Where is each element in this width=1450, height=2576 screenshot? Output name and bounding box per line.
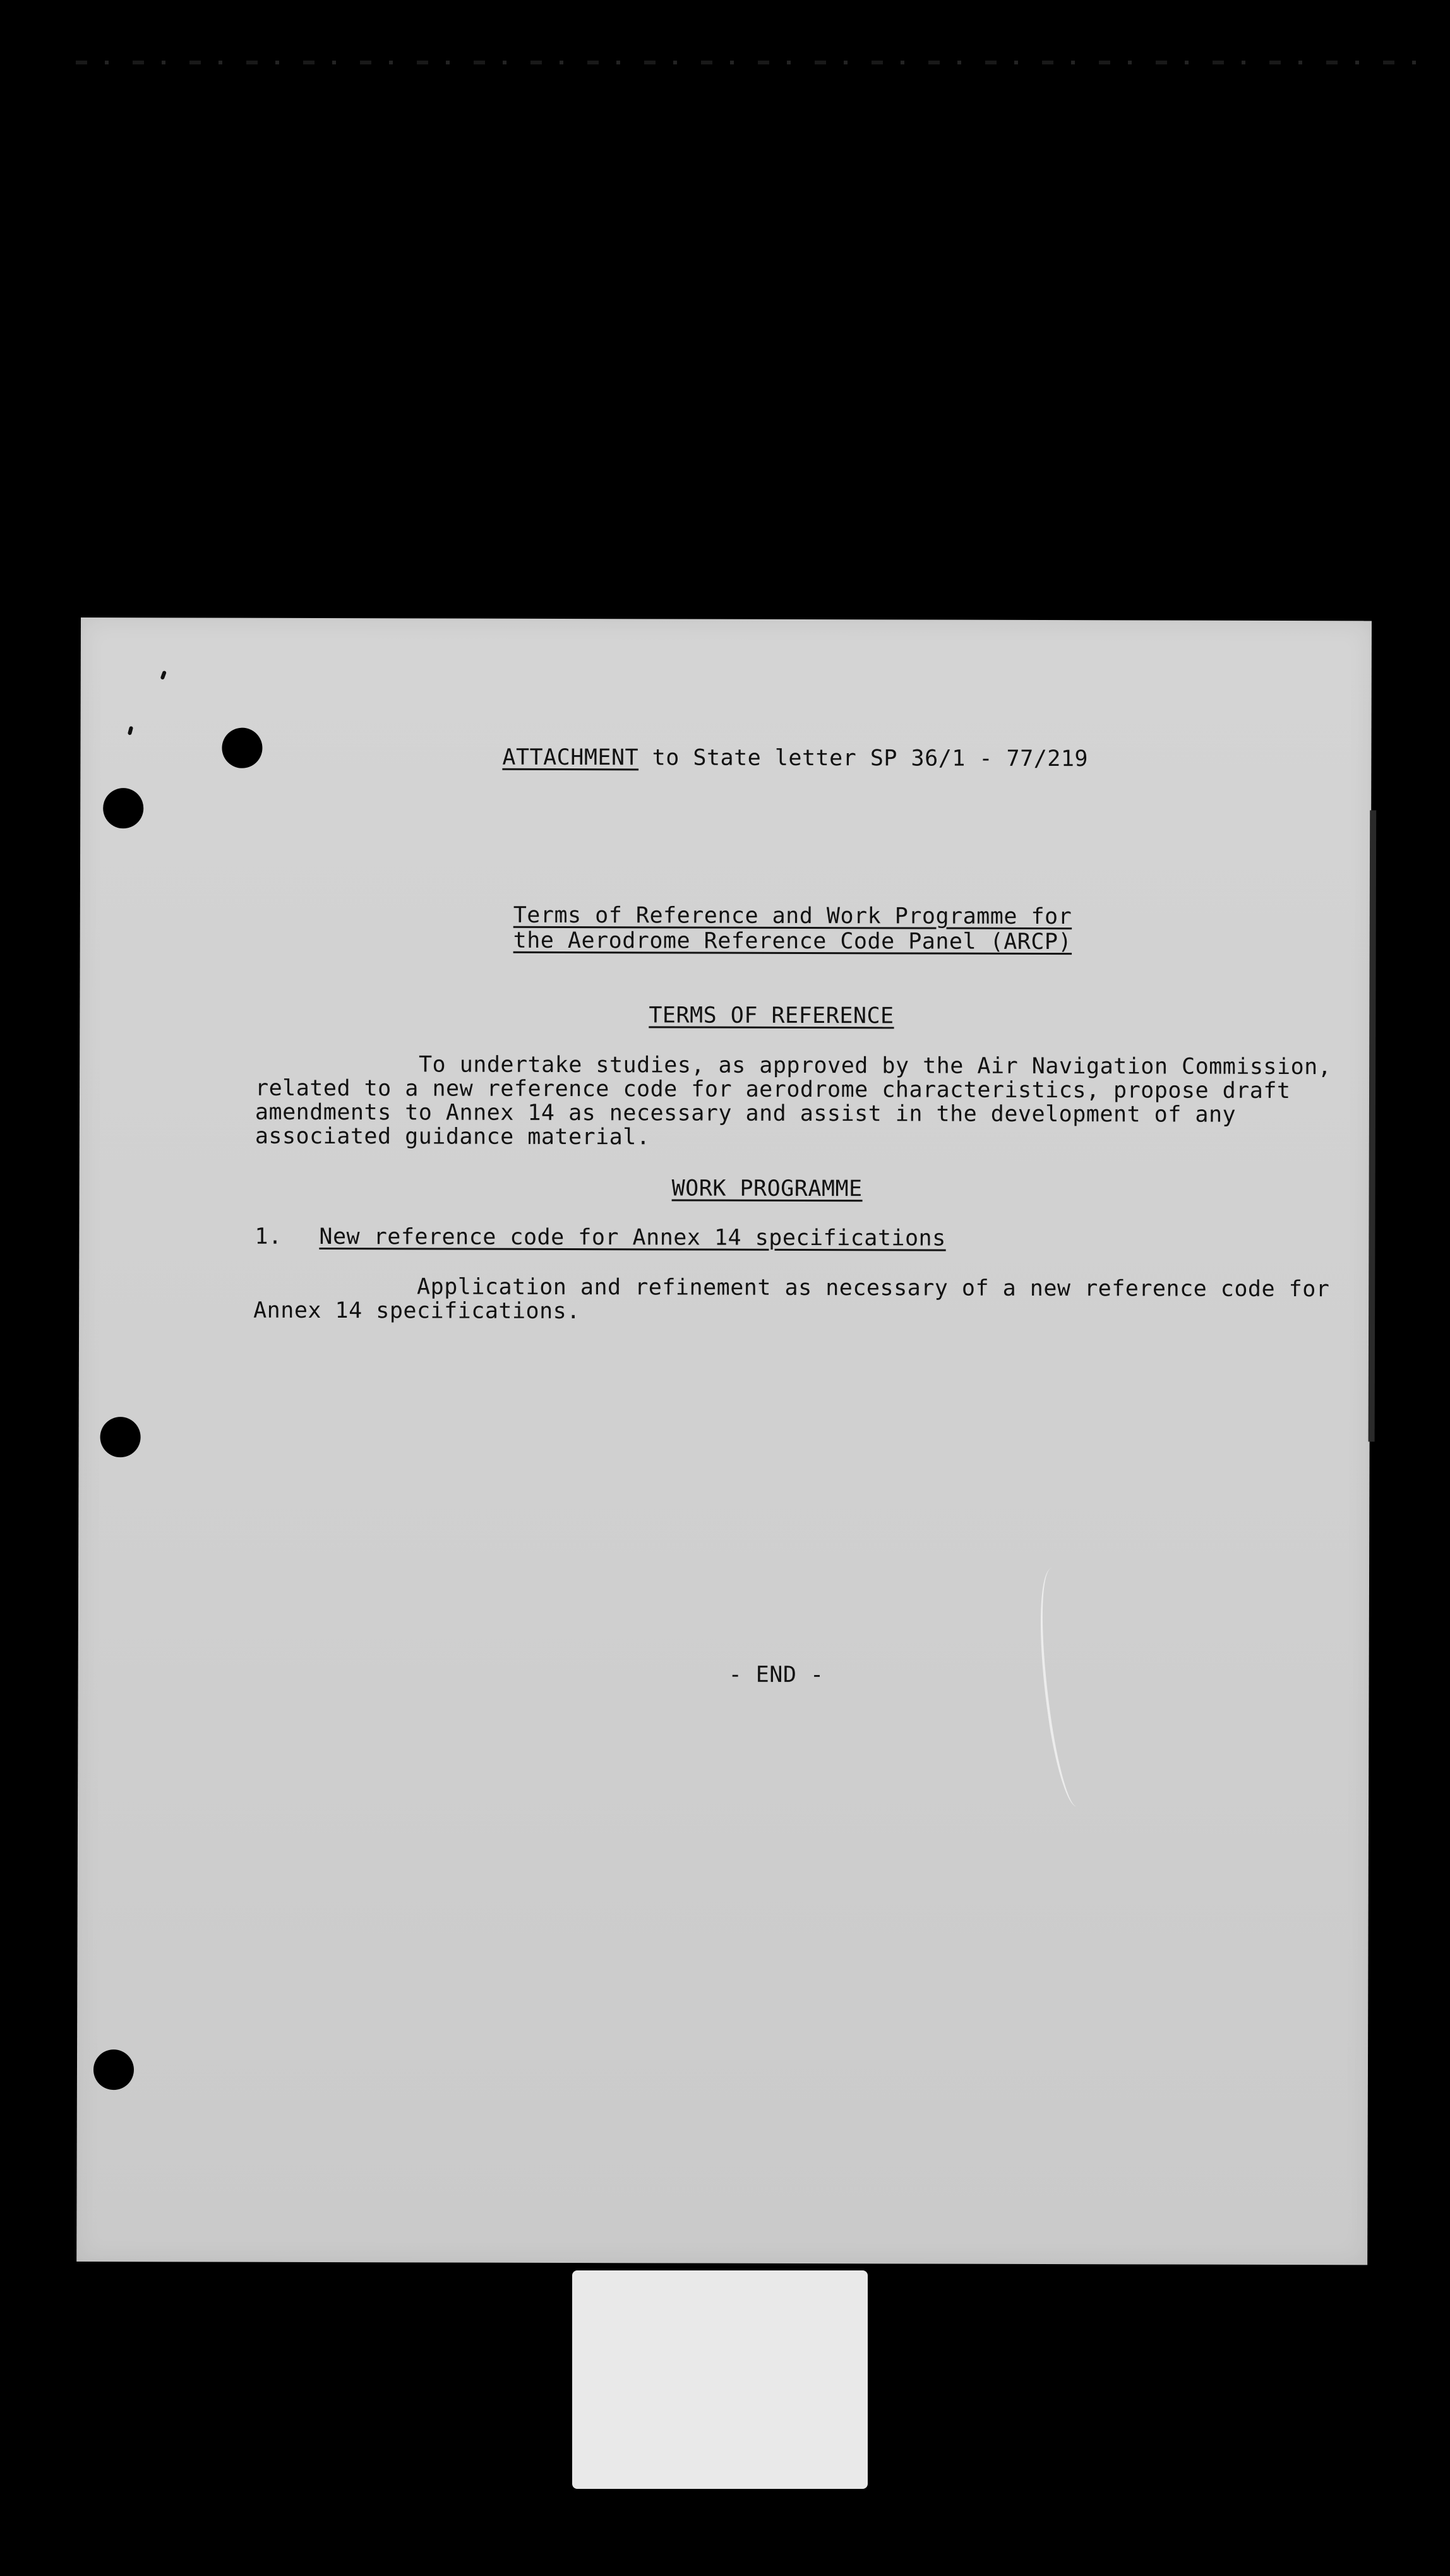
terms-line-1: To undertake studies, as approved by the Air Navigation Commission, [255, 1051, 1332, 1080]
state-letter-reference: to State letter SP 36/1 - 77/219 [638, 745, 1089, 772]
terms-of-reference-heading: TERMS OF REFERENCE [649, 1003, 894, 1029]
paper-crease [1028, 1565, 1101, 1808]
terms-line-3: amendments to Annex 14 as necessary and assist in the development of any [255, 1099, 1237, 1128]
page-edge-shadow [1369, 810, 1377, 1441]
document-title-line-2: the Aerodrome Reference Code Panel (ARCP) [513, 927, 1072, 955]
attachment-header [502, 745, 1088, 772]
punch-hole-1 [222, 728, 262, 768]
end-marker: - END - [728, 1662, 824, 1688]
punch-hole-3 [100, 1417, 141, 1457]
item-1-line-2: Annex 14 specifications. [253, 1297, 580, 1325]
document-page [76, 617, 1372, 2265]
blank-label-card [572, 2270, 868, 2489]
scan-artifact [76, 61, 1427, 64]
speck-2 [128, 726, 133, 736]
terms-of-reference-body [255, 1052, 1332, 1151]
punch-hole-2 [103, 788, 143, 828]
item-1-body [253, 1275, 1329, 1325]
attachment-label: ATTACHMENT [502, 744, 639, 771]
item-1-number: 1. [255, 1224, 282, 1249]
punch-hole-4 [93, 2049, 134, 2090]
item-1-line-1: Application and refinement as necessary of a new reference code for [253, 1273, 1330, 1303]
document-title-line-1: Terms of Reference and Work Programme for [513, 902, 1072, 930]
speck-1 [160, 671, 167, 680]
terms-line-2: related to a new reference code for aerodrome characteristics, propose draft [255, 1075, 1291, 1104]
terms-line-4: associated guidance material. [255, 1123, 650, 1150]
item-1-title: New reference code for Annex 14 specifications [319, 1224, 946, 1251]
work-programme-heading: WORK PROGRAMME [671, 1176, 863, 1202]
